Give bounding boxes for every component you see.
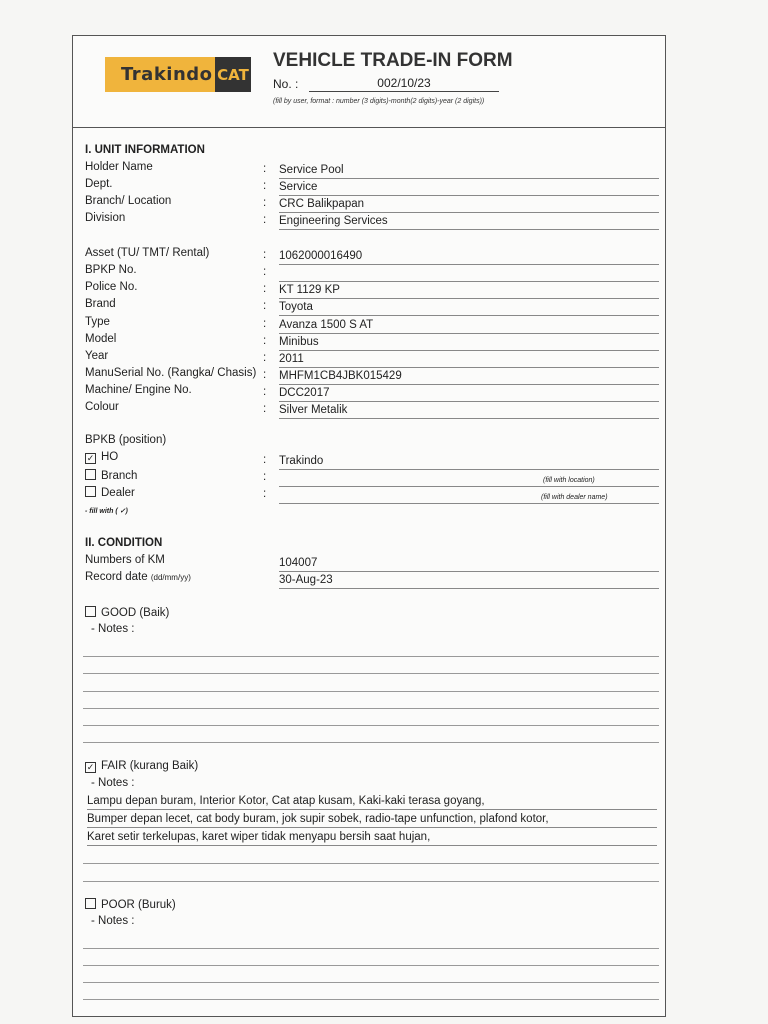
trakindo-logo bbox=[105, 57, 251, 92]
bpkb-option-dealer[interactable] bbox=[85, 485, 135, 499]
asset-field: 1062000016490 bbox=[279, 249, 659, 265]
bpkp-no-label: BPKP No. bbox=[85, 264, 137, 276]
colon: : bbox=[263, 454, 267, 466]
dealer-field bbox=[279, 488, 659, 504]
ho-field: Trakindo bbox=[279, 454, 659, 470]
branch-location-label: Branch/ Location bbox=[85, 195, 172, 207]
police-no-label: Police No. bbox=[85, 281, 138, 293]
bpkb-option-ho[interactable] bbox=[85, 451, 118, 463]
colon: : bbox=[263, 300, 267, 312]
good-checkbox[interactable] bbox=[85, 606, 96, 617]
form-number-hint: (fill by user, format : number (3 digits)-month(2 digits)-year (2 digits)) bbox=[273, 98, 485, 105]
brand-label: Brand bbox=[85, 298, 116, 310]
km-field: 104007 bbox=[279, 556, 659, 572]
fair-notes-line bbox=[83, 863, 659, 864]
trade-in-form bbox=[72, 35, 666, 1017]
brand-field: Toyota bbox=[279, 300, 659, 316]
good-notes-line bbox=[83, 673, 659, 674]
model-field: Minibus bbox=[279, 335, 659, 351]
record-date-format: (dd/mm/yy) bbox=[150, 573, 191, 582]
colon: : bbox=[263, 283, 267, 295]
branch-location-field: CRC Balikpapan bbox=[279, 197, 659, 213]
good-notes-line bbox=[83, 656, 659, 657]
bpkp-no-field bbox=[279, 266, 659, 282]
colour-field: Silver Metalik bbox=[279, 403, 659, 419]
good-notes-line bbox=[83, 742, 659, 743]
colon: : bbox=[263, 266, 267, 278]
dept-label: Dept. bbox=[85, 178, 113, 190]
branch-field bbox=[279, 471, 659, 487]
dealer-label: Dealer bbox=[101, 487, 135, 499]
condition-heading: II. CONDITION bbox=[85, 537, 163, 549]
division-label: Division bbox=[85, 212, 126, 224]
colon: : bbox=[263, 386, 267, 398]
good-notes-line bbox=[83, 691, 659, 692]
year-field: 2011 bbox=[279, 352, 659, 368]
colon: : bbox=[263, 352, 267, 364]
colon: : bbox=[263, 197, 267, 209]
ho-label: HO bbox=[101, 451, 119, 463]
fair-notes-line bbox=[83, 881, 659, 882]
form-title: VEHICLE TRADE-IN FORM bbox=[273, 50, 513, 71]
colon: : bbox=[263, 335, 267, 347]
division-field: Engineering Services bbox=[279, 214, 659, 230]
cat-logo-icon: CAT bbox=[215, 57, 251, 92]
poor-notes-label: - Notes : bbox=[91, 915, 135, 927]
year-label: Year bbox=[85, 350, 109, 362]
poor-checkbox[interactable] bbox=[85, 898, 96, 909]
poor-notes-line bbox=[83, 948, 659, 949]
type-field: Avanza 1500 S AT bbox=[279, 318, 659, 334]
condition-good[interactable] bbox=[85, 605, 169, 619]
fair-notes-label: - Notes : bbox=[91, 777, 135, 789]
colour-label: Colour bbox=[85, 401, 119, 413]
poor-label: POOR (Buruk) bbox=[101, 899, 176, 911]
record-date-text: Record date bbox=[85, 571, 148, 583]
colon: : bbox=[263, 369, 267, 381]
condition-fair[interactable] bbox=[85, 760, 198, 772]
holder-name-label: Holder Name bbox=[85, 161, 153, 173]
serial-no-label: ManuSerial No. (Rangka/ Chasis) bbox=[85, 367, 257, 379]
good-notes-label: - Notes : bbox=[91, 623, 135, 635]
poor-notes-line bbox=[83, 965, 659, 966]
colon: : bbox=[263, 318, 267, 330]
holder-name-field: Service Pool bbox=[279, 163, 659, 179]
fair-note-line: Karet setir terkelupas, karet wiper tidak menyapu bersih saat hujan, bbox=[87, 830, 657, 846]
branch-checkbox[interactable] bbox=[85, 469, 96, 480]
model-label: Model bbox=[85, 333, 117, 345]
colon: : bbox=[263, 403, 267, 415]
colon: : bbox=[263, 471, 267, 483]
ho-checkbox[interactable]: ✓ bbox=[86, 453, 95, 463]
record-date-label bbox=[85, 571, 191, 583]
colon: : bbox=[263, 214, 267, 226]
unit-information-heading: I. UNIT INFORMATION bbox=[85, 144, 205, 156]
police-no-field: KT 1129 KP bbox=[279, 283, 659, 299]
colon: : bbox=[263, 488, 267, 500]
fill-with-note: - fill with ( ✓) bbox=[85, 508, 128, 515]
bpkb-heading: BPKB (position) bbox=[85, 434, 167, 446]
branch-field-hint: (fill with location) bbox=[543, 477, 595, 484]
record-date-field: 30-Aug-23 bbox=[279, 573, 659, 589]
good-notes-line bbox=[83, 725, 659, 726]
asset-label: Asset (TU/ TMT/ Rental) bbox=[85, 247, 210, 259]
colon: : bbox=[263, 180, 267, 192]
engine-no-field: DCC2017 bbox=[279, 386, 659, 402]
logo-text: Trakindo bbox=[121, 64, 213, 85]
dealer-checkbox[interactable] bbox=[85, 486, 96, 497]
form-number-value: 002/10/23 bbox=[309, 76, 499, 92]
bpkb-option-branch[interactable] bbox=[85, 468, 137, 482]
engine-no-label: Machine/ Engine No. bbox=[85, 384, 192, 396]
poor-notes-line bbox=[83, 999, 659, 1000]
form-number-label: No. : bbox=[273, 77, 299, 91]
colon: : bbox=[263, 249, 267, 261]
good-label: GOOD (Baik) bbox=[101, 607, 170, 619]
serial-no-field: MHFM1CB4JBK015429 bbox=[279, 369, 659, 385]
dealer-field-hint: (fill with dealer name) bbox=[541, 494, 608, 501]
km-label: Numbers of KM bbox=[85, 554, 165, 566]
dept-field: Service bbox=[279, 180, 659, 196]
colon: : bbox=[263, 163, 267, 175]
fair-checkbox[interactable]: ✓ bbox=[86, 762, 95, 772]
fair-label: FAIR (kurang Baik) bbox=[101, 760, 199, 772]
fair-note-line: Lampu depan buram, Interior Kotor, Cat atap kusam, Kaki-kaki terasa goyang, bbox=[87, 794, 657, 810]
branch-label: Branch bbox=[101, 470, 138, 482]
good-notes-line bbox=[83, 708, 659, 709]
condition-poor[interactable] bbox=[85, 897, 176, 911]
poor-notes-line bbox=[83, 982, 659, 983]
fair-note-line: Bumper depan lecet, cat body buram, jok supir sobek, radio-tape unfunction, plafond kotor, bbox=[87, 812, 657, 828]
type-label: Type bbox=[85, 316, 110, 328]
form-header bbox=[73, 36, 665, 128]
